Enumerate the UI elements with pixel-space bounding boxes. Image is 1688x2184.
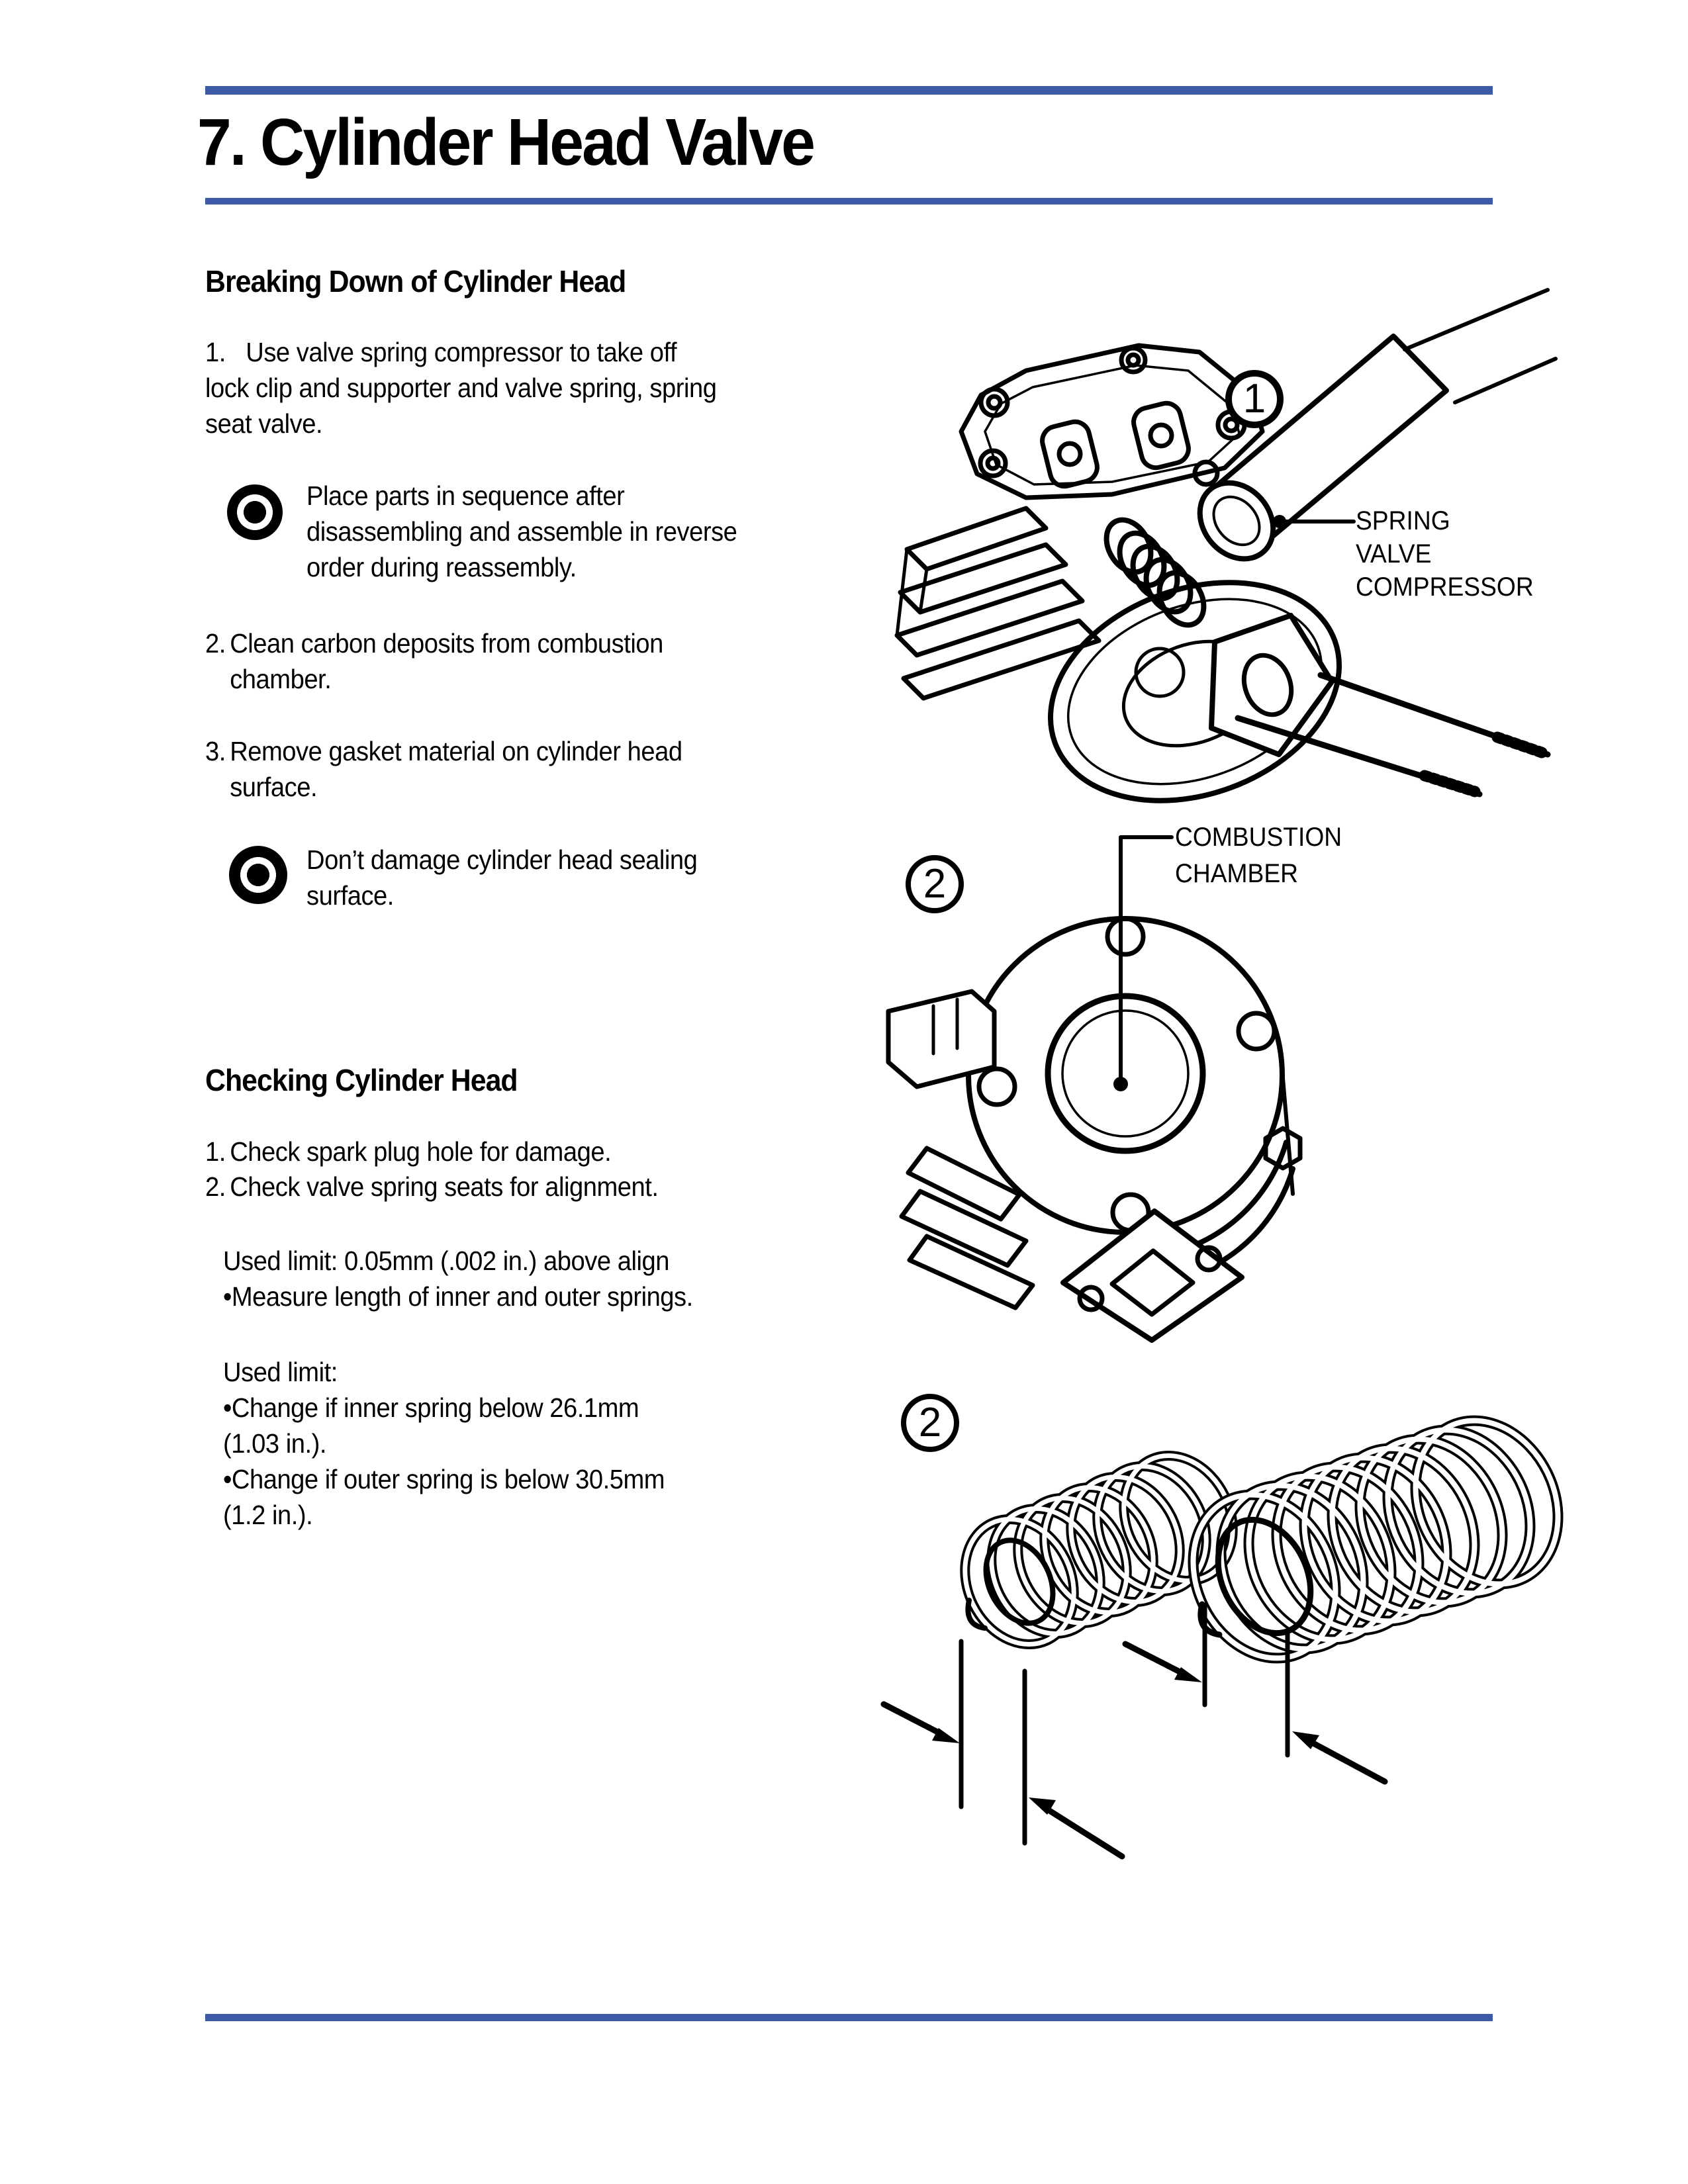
step-1-paragraph [205,334,716,441]
step-number: 1. [205,1136,226,1167]
note-line: Don’t damage cylinder head sealing [306,844,698,875]
bullseye-icon [229,846,287,904]
spring-valve-compressor-label [1356,504,1534,604]
combustion-chamber-label [1175,819,1342,892]
step-text: Clean carbon deposits from combustion [230,628,663,659]
figure-3-number: 2 [901,1394,959,1452]
label-line: SPRING [1356,506,1450,535]
step-number: 3. [205,736,226,766]
step-2 [205,625,663,697]
spec-line: •Change if outer spring is below 30.5mm [223,1464,665,1494]
step-line [205,625,663,661]
section-heading-breaking-down: Breaking Down of Cylinder Head [205,264,626,298]
step-line: chamber. [230,664,332,694]
spec-line: •Change if inner spring below 26.1mm [223,1392,639,1423]
check-step-1 [205,1134,611,1169]
title-bottom-rule [205,198,1493,205]
check-step-2 [205,1169,659,1205]
step-number: 2. [205,628,226,659]
step-line [205,1134,611,1169]
note-line: Place parts in sequence after [306,480,625,511]
figure-2-number: 2 [906,855,964,913]
spec-line: •Measure length of inner and outer springs. [223,1281,693,1312]
step-text: Remove gasket material on cylinder head [230,736,682,766]
spec-line: Used limit: 0.05mm (.002 in.) above align [223,1246,669,1276]
step-number: 2. [205,1171,226,1202]
label-line: COMBUSTION [1175,823,1342,852]
step-line: 1. Use valve spring compressor to take off [205,337,677,367]
spec-line: (1.03 in.). [223,1428,326,1459]
used-limit-spec-1 [223,1243,693,1314]
note-line: disassembling and assemble in reverse [306,516,737,547]
footer-rule [205,2014,1493,2021]
note-line: surface. [306,880,394,911]
top-rule [205,86,1493,95]
used-limit-spec-2 [223,1354,665,1533]
section-heading-checking: Checking Cylinder Head [205,1063,518,1097]
spec-line: Used limit: [223,1357,338,1387]
step-text: Check spark plug hole for damage. [230,1136,612,1167]
note-line: order during reassembly. [306,552,577,582]
step-line: seat valve. [205,408,323,439]
step-line: surface. [230,772,318,802]
note-2 [306,842,697,913]
step-line: lock clip and supporter and valve spring, spring [205,373,717,403]
step-line [205,733,682,769]
spec-line: (1.2 in.). [223,1500,313,1530]
step-line [205,1169,659,1205]
page-title: 7. Cylinder Head Valve [197,105,814,179]
label-line: CHAMBER [1175,859,1299,888]
step-text: Check valve spring seats for alignment. [230,1171,659,1202]
note-1 [306,478,737,585]
label-line: VALVE [1356,539,1432,569]
step-3 [205,733,682,805]
label-line: COMPRESSOR [1356,572,1534,602]
bullseye-icon [227,484,283,540]
figure-1-number: 1 [1225,370,1284,428]
